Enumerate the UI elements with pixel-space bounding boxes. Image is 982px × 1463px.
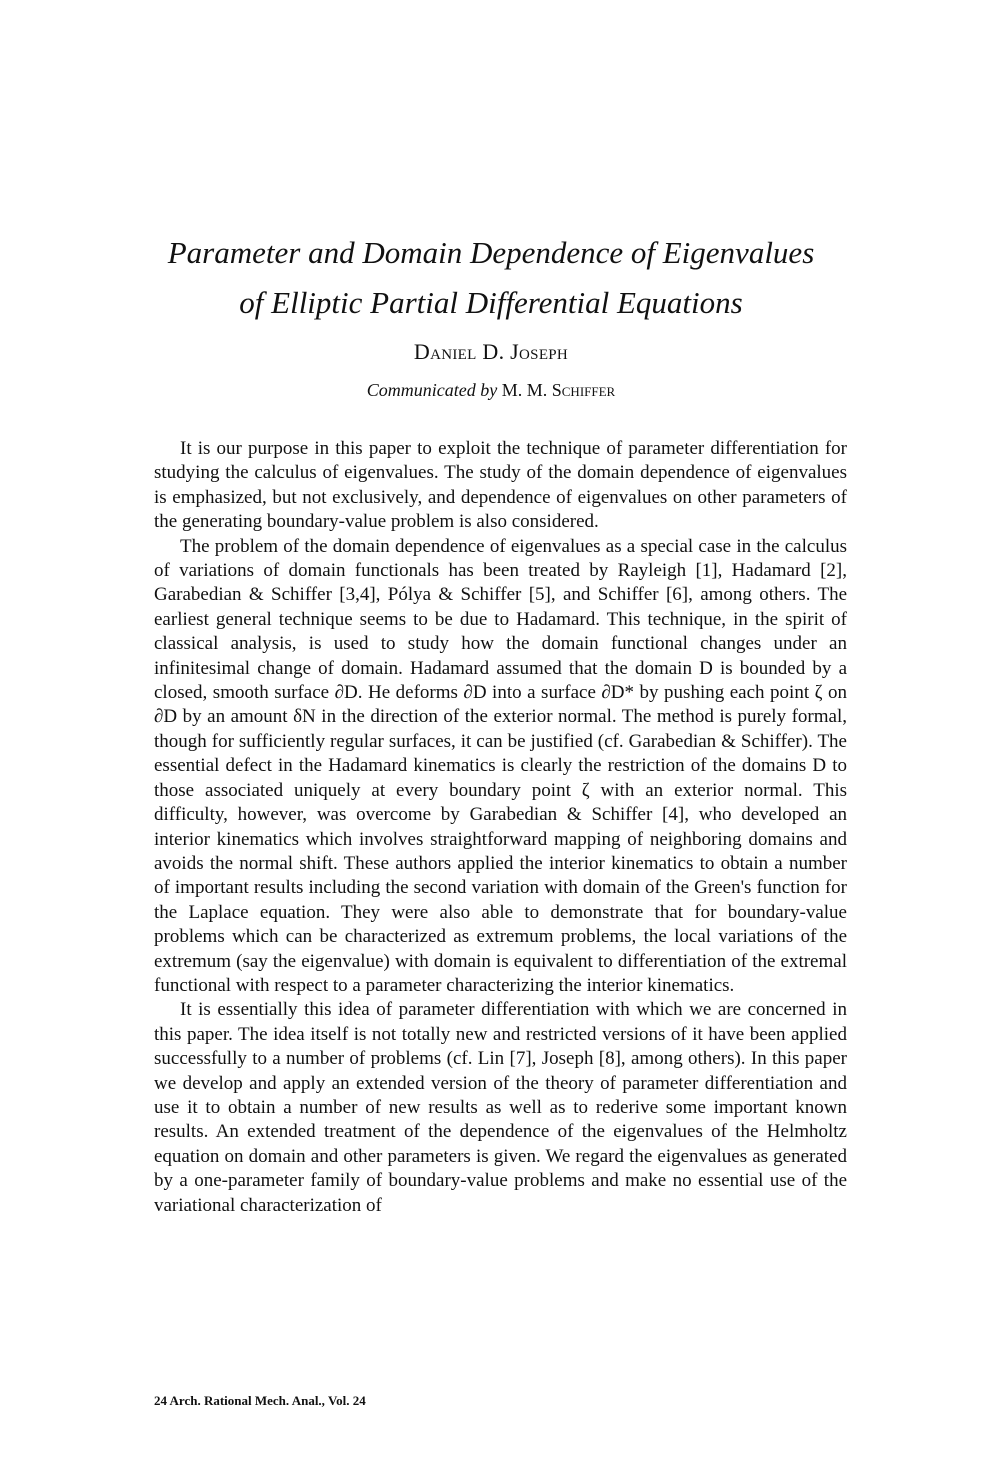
communicated-lead: Communicated by (366, 380, 498, 400)
paragraph-3: It is essentially this idea of parameter differentiation with which we are concerned in this paper. The idea itself is not totally new and restricted versions of it have been applied successfully to a number of problems (cf. Lin [7], Joseph [8], among others). In this paper we develop and apply an extended version of the theory of parameter differentiation and use it to obtain a number of new results as well as to rederive some important known results. An extended treatment of the dependence of the eigenvalues of the Helmholtz equation on domain and other parameters is given. We regard the eigenvalues as generated by a one-parameter family of boundary-value problems and make no essential use of the variational characterization of (154, 999, 847, 1216)
page-footer: 24 Arch. Rational Mech. Anal., Vol. 24 (154, 1393, 366, 1408)
title-line-2: of Elliptic Partial Differential Equations (239, 285, 743, 320)
communicator-initials: M. M. (501, 380, 548, 400)
communicated-by (0, 380, 982, 401)
paragraph-1: It is our purpose in this paper to exploit the technique of parameter differentiation for studying the calculus of eigenvalues. The study of the domain dependence of eigenvalues is emphasized, but not exclusively, and dependence of eigenvalues on other parameters of the generating boundary-value problem is also considered. (154, 438, 847, 533)
title-line-1: Parameter and Domain Dependence of Eigenvalues (167, 235, 815, 270)
paragraph-2: The problem of the domain dependence of eigenvalues as a special case in the calculus of variations of domain functionals has been treated by Rayleigh [1], Hadamard [2], Garabedian & Schiffer [3,4], Pólya & Schiffer [5], and Schiffer [6], among others. The earliest general technique seems to be due to Hadamard. This technique, in the spirit of classical analysis, is used to study how the domain functional changes under an infinitesimal change of domain. Hadamard assumed that the domain D is bounded by a closed, smooth surface ∂D. He deforms ∂D into a surface ∂D* by pushing each point ζ on ∂D by an amount δN in the direction of the exterior normal. The method is purely formal, though for sufficiently regular surfaces, it can be justified (cf. Garabedian & Schiffer). The essential defect in the Hadamard kinematics is clearly the restriction of the domains D to those associated uniquely at every boundary point ζ with an exterior normal. This difficulty, however, was overcome by Garabedian & Schiffer [4], who developed an interior kinematics which involves straightforward mapping of neighboring domains and avoids the normal shift. These authors applied the interior kinematics to obtain a number of important results including the second variation with domain of the Green's function for the Laplace equation. They were also able to demonstrate that for boundary-value problems which can be characterized as extremum problems, the local variations of the extremum (say the eigenvalue) with domain is equivalent to differentiation of the extremal functional with respect to a parameter characterizing the interior kinematics. (154, 535, 847, 996)
paper-title (120, 228, 862, 328)
communicator-surname: Schiffer (551, 380, 616, 400)
body-text (154, 437, 847, 1218)
author-name: Daniel D. Joseph (413, 339, 569, 364)
